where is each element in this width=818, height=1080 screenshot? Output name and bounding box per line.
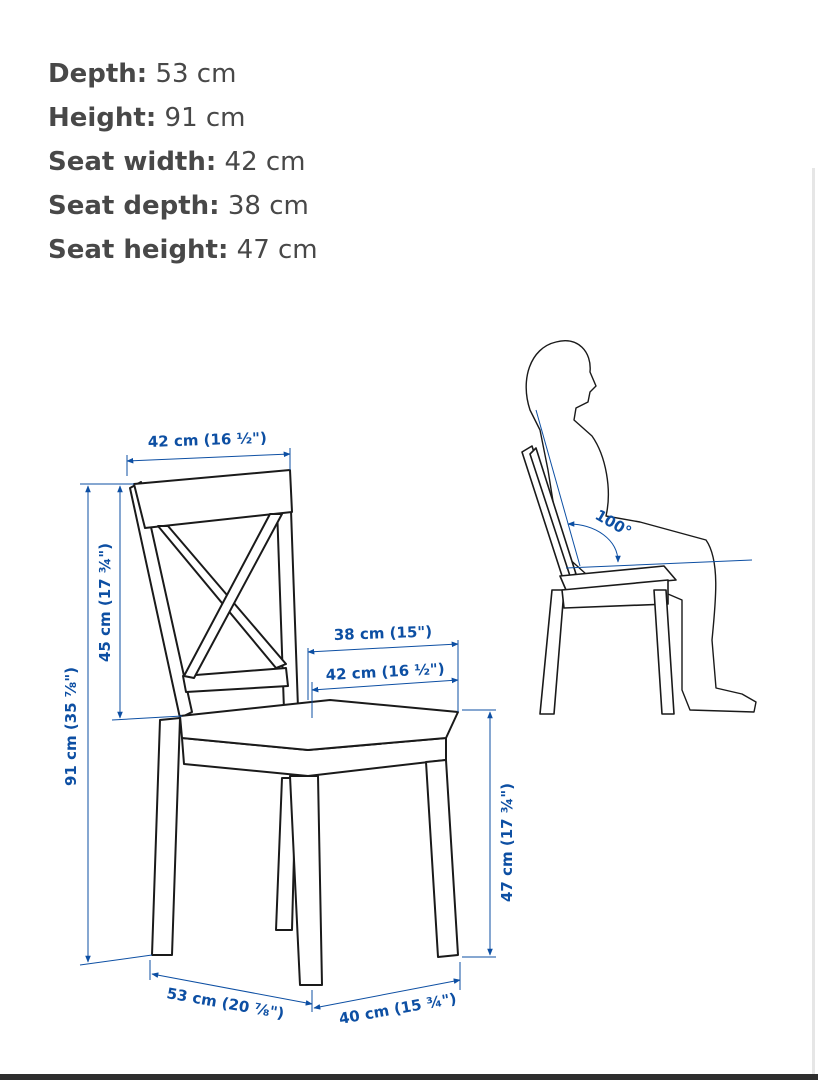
front-right-leg [426, 760, 458, 957]
back-height-label: 45 cm (17 ¾") [96, 543, 114, 662]
front-left-leg [290, 776, 322, 985]
spec-label: Seat depth: [48, 191, 220, 221]
backrest-lower-rail [183, 668, 288, 692]
chair-drawing [130, 470, 458, 985]
top-width-line [127, 454, 290, 461]
spec-label: Seat height: [48, 235, 229, 265]
recline-angle-label: 100° [592, 505, 635, 541]
side-chair-drawing [522, 446, 676, 714]
seat-depth-line [308, 644, 458, 652]
spec-value: 47 cm [236, 235, 318, 265]
seat-height-label: 47 cm (17 ¾") [498, 783, 516, 902]
seat-depth-label: 38 cm (15") [333, 622, 433, 644]
spec-value: 53 cm [155, 59, 237, 89]
base-width-label: 40 cm (15 ¾") [337, 989, 458, 1028]
spec-value: 42 cm [224, 147, 306, 177]
spec-label: Height: [48, 103, 157, 133]
total-height-label: 91 cm (35 ⅞") [62, 667, 80, 786]
left-back-leg [152, 718, 180, 955]
top-width-label: 42 cm (16 ½") [147, 428, 268, 451]
side-chair-rear-leg [540, 590, 564, 714]
bottom-edge-strip [0, 1074, 818, 1080]
spec-value: 91 cm [164, 103, 246, 133]
base-depth-label: 53 cm (20 ⅞") [165, 984, 286, 1023]
side-chair-front-leg [654, 590, 674, 714]
spec-value: 38 cm [227, 191, 309, 221]
seat-width-label: 42 cm (16 ½") [325, 659, 446, 684]
spec-label: Seat width: [48, 147, 217, 177]
recline-angle-guides [536, 410, 752, 568]
spec-label: Depth: [48, 59, 148, 89]
